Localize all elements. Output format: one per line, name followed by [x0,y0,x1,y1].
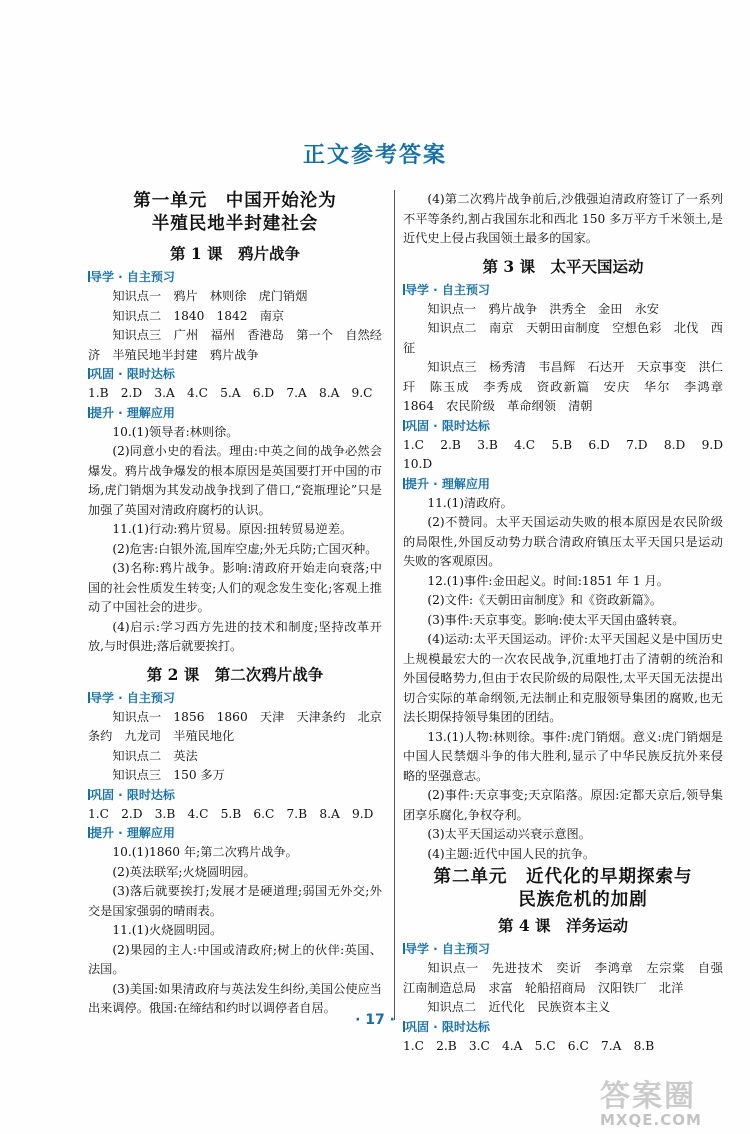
watermark-url: MXQE.COM [600,1111,702,1129]
answer-text: 知识点三 杨秀清 韦昌辉 石达开 天京事变 洪仁玕 陈玉成 李秀成 资政新篇 安庆 华尔 李鸿章 1864 农民阶级 革命纲领 清朝 [403,360,736,413]
section-label: 提升 · 理解应用 [88,404,382,423]
answer-text: (3)落后就要挨打;发展才是硬道理;弱国无外交;外交是国家强弱的晴雨表。 [88,884,382,918]
answer-text: (2)不赞同。太平天国运动失败的根本原因是农民阶级的局限性,外国反动势力联合清政府镇压太平天国只是运动失败的客观原因。 [403,515,723,568]
unit-title: 半殖民地半封建社会 [151,214,319,234]
unit-title: 民族危机的加剧 [518,890,648,910]
page-number: · 17 · [355,1012,395,1028]
answer-text: 知识点二 英法 [112,748,198,763]
answer-text: 知识点一 鸦片战争 洪秀全 金田 永安 [427,301,659,316]
answer-text: (4)运动:太平天国运动。评价:太平天国起义是中国历史上规模最宏大的一次农民战争,沉重地打击了清朝的统治和外国侵略势力,但由于农民阶级的局限性,太平天国无法提出切合实际的革命纲领,无法制止和克服领导集团的腐败,也无法长期保持领导集团的团结。 [403,632,723,724]
answer-text: (2)事件:天京事变;天京陷落。原因:定都天京后,领导集团享乐腐化,争权夺利。 [403,788,723,822]
answer-text: 知识点二 近代化 民族资本主义 [427,1000,611,1014]
answer-text: 11.(1)行动:鸦片贸易。原因:扭转贸易逆差。 [112,522,353,536]
answer-text: 1.C 2.B 3.B 4.C 5.B 6.D 7.D 8.D 9.D 10.D [403,437,736,471]
answer-text: 10.(1)1860 年;第二次鸦片战争。 [112,845,298,859]
section-label: 导学 · 自主预习 [88,689,382,708]
answer-text: (2)果园的主人:中国或清政府;树上的伙伴:英国、法国。 [88,942,382,976]
watermark-logo-text: 答案圈 [600,1079,696,1114]
answer-text: (2)英法联军;火烧圆明园。 [112,864,256,879]
answer-text: 11.(1)清政府。 [427,495,513,510]
answer-text: 1.C 2.D 3.B 4.C 5.B 6.C 7.B 8.A 9.D [88,806,374,821]
answer-text: 12.(1)事件:金田起义。时间:1851 年 1 月。 [427,573,669,588]
answer-text: (2)同意小史的看法。理由:中英之间的战争必然会爆发。鸦片战争爆发的根本原因是英国要打开中国的市场,虎门销烟为其发动战争找到了借口,“瓷瓶理论”只是加强了英国对清政府腐朽的认识。 [88,444,382,517]
section-label: 导学 · 自主预习 [403,281,723,300]
section-label: 导学 · 自主预习 [403,940,723,959]
section-label: 巩固 · 限时达标 [403,1018,723,1037]
answer-text: (4)启示:学习西方先进的技术和制度;坚持改革开放,与时俱进;落后就要挨打。 [88,619,382,653]
answer-text: (3)美国:如果清政府与英法发生纠纷,美国公使应当出来调停。俄国:在缔结和约时以调停者自居。 [88,981,382,1015]
answer-text: (3)事件:天京事变。影响:使太平天国由盛转衰。 [427,612,685,627]
lesson-title: 第 1 课 鸦片战争 [169,244,301,263]
section-label: 提升 · 理解应用 [88,824,382,843]
answer-text: 1.C 2.B 3.C 4.A 5.C 6.C 7.A 8.B [403,1038,655,1053]
answer-text: 知识点一 先进技术 奕䜣 李鸿章 左宗棠 自强 江南制造总局 求富 轮船招商局 汉阳铁厂 北洋 [403,961,736,995]
answer-text: 11.(1)火烧圆明园。 [112,923,223,937]
lesson-title: 第 2 课 第二次鸦片战争 [146,664,324,684]
answer-text: 1.B 2.D 3.A 4.C 5.A 6.D 7.A 8.A 9.C [88,386,373,400]
right-column [403,190,736,1056]
lesson-title: 第 4 课 洋务运动 [497,916,629,935]
answer-text: 10.(1)领导者:林则徐。 [112,424,239,439]
section-label: 巩固 · 限时达标 [403,417,723,436]
section-label: 提升 · 理解应用 [403,475,723,494]
unit-title: 第一单元 中国开始沦为 [133,191,337,211]
unit-title: 第二单元 近代化的早期探索与 [433,867,693,887]
left-column [88,190,382,1019]
answer-text: (4)主题:近代中国人民的抗争。 [427,846,596,861]
answer-text: 知识点一 鸦片 林则徐 虎门销烟 [112,289,308,303]
watermark-logo [600,1079,742,1130]
answer-text: 13.(1)人物:林则徐。事件:虎门销烟。意义:虎门销烟是中国人民禁烟斗争的伟大胜利,显示了中华民族反抗外来侵略的坚强意志。 [403,729,723,783]
answer-text: 知识点一 1856 1860 天津 天津条约 北京条约 九龙司 半殖民地化 [88,709,382,743]
column-divider [394,190,395,1020]
answer-text: (3)名称:鸦片战争。影响:清政府开始走向衰落;中国的社会性质发生转变;人们的观念发生变化;客观上推动了中国社会的进步。 [88,561,382,614]
section-label: 巩固 · 限时达标 [88,365,382,384]
section-label: 导学 · 自主预习 [88,268,382,287]
answer-text: 知识点二 1840 1842 南京 [112,308,285,323]
answer-text: (2)危害:白银外流,国库空虚;外无兵防;亡国灭种。 [112,541,378,556]
answer-text: 知识点三 广州 福州 香港岛 第一个 自然经济 半殖民地半封建 鸦片战争 [88,328,382,362]
answer-text: (4)第二次鸦片战争前后,沙俄强迫清政府签订了一系列不平等条约,割占我国东北和西北 150 多万平方千米领土,是近代史上侵占我国领土最多的国家。 [403,192,723,245]
answer-text: 知识点三 150 多万 [112,768,225,782]
answer-text: 知识点二 南京 天朝田亩制度 空想色彩 北伐 西征 [403,321,723,355]
answer-text: (3)太平天国运动兴衰示意图。 [427,827,591,841]
answer-text: (2)文件:《天朝田亩制度》和《资政新篇》。 [427,593,663,607]
lesson-title: 第 3 课 太平天国运动 [482,256,644,276]
section-label: 巩固 · 限时达标 [88,786,382,805]
page-title: 正文参考答案 [302,142,447,168]
